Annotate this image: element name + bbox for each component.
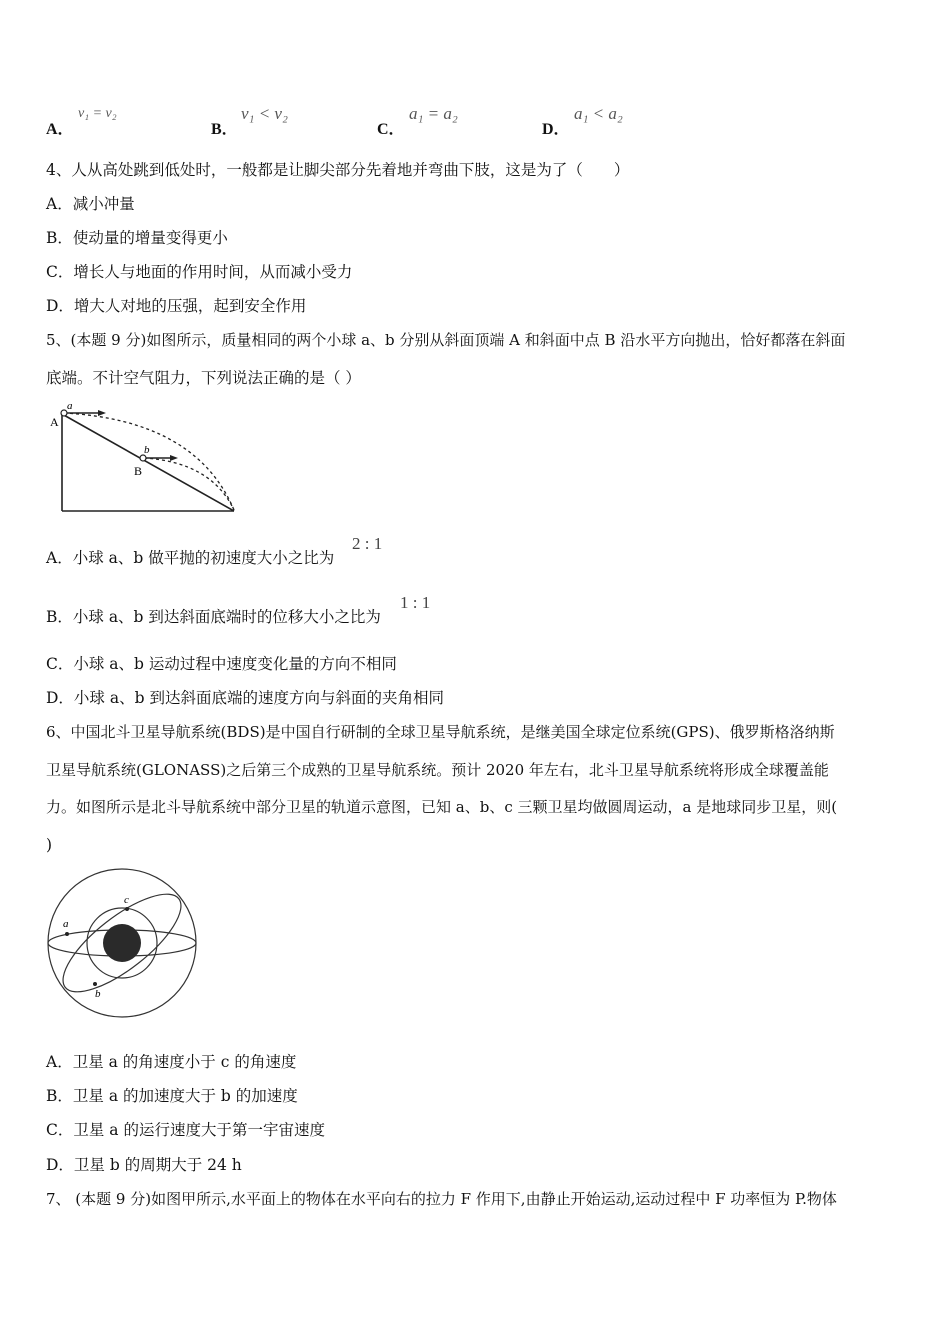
- q5-option-c: C．小球 a、b 运动过程中速度变化量的方向不相同: [46, 655, 397, 673]
- q3-option-c-label: C．: [377, 121, 405, 138]
- label-point-b: B: [134, 464, 143, 478]
- q4-option-c: C．增长人与地面的作用时间，从而减小受力: [46, 263, 353, 281]
- q6-option-a: A．卫星 a 的角速度小于 c 的角速度: [46, 1053, 297, 1071]
- q3-option-b-formula: v₁ < v₂: [241, 104, 288, 123]
- satellite-a: [65, 932, 69, 936]
- q5-incline-figure: [46, 400, 246, 520]
- trajectory-b: [144, 458, 234, 510]
- q6-stem-line1: 6、中国北斗卫星导航系统(BDS)是中国自行研制的全球卫星导航系统，是继美国全球定位系统(GPS)、俄罗斯格洛纳斯: [46, 723, 835, 741]
- q4-option-b: B．使动量的增量变得更小: [46, 229, 228, 247]
- q5-option-d: D．小球 a、b 到达斜面底端的速度方向与斜面的夹角相同: [46, 689, 444, 707]
- q6-option-c: C．卫星 a 的运行速度大于第一宇宙速度: [46, 1121, 325, 1139]
- satellite-c: [125, 907, 129, 911]
- label-sat-c: c: [124, 894, 129, 906]
- label-sat-b: b: [95, 988, 101, 1000]
- q3-option-d-label: D．: [542, 121, 570, 138]
- label-sat-a: a: [63, 918, 69, 930]
- label-point-a: A: [50, 415, 59, 429]
- q6-option-d: D．卫星 b 的周期大于 24 h: [46, 1156, 242, 1174]
- velocity-arrow-a-head: [98, 410, 106, 416]
- label-ball-a: a: [67, 400, 73, 412]
- q6-stem-line3: 力。如图所示是北斗导航系统中部分卫星的轨道示意图，已知 a、b、c 三颗卫星均做圆周运动，a 是地球同步卫星，则(: [46, 798, 838, 816]
- q6-option-b: B．卫星 a 的加速度大于 b 的加速度: [46, 1087, 298, 1105]
- q3-option-a-label: A．: [46, 121, 74, 138]
- q5-stem-line1: 5、(本题 9 分)如图所示，质量相同的两个小球 a、b 分别从斜面顶端 A 和斜面中点 B 沿水平方向抛出，恰好都落在斜面: [46, 331, 846, 349]
- q5-option-b: B．小球 a、b 到达斜面底端时的位移大小之比为: [46, 608, 381, 626]
- q4-option-a: A．减小冲量: [46, 195, 135, 213]
- trajectory-a: [64, 413, 234, 510]
- q5-option-a-ratio: 2 : 1: [352, 534, 383, 553]
- velocity-arrow-b-head: [170, 455, 178, 461]
- q5-option-b-ratio: 1 : 1: [400, 593, 431, 612]
- q5-option-a: A．小球 a、b 做平抛的初速度大小之比为: [46, 549, 335, 567]
- q6-orbit-figure: [46, 864, 202, 1024]
- q3-option-c-formula: a₁ = a₂: [409, 104, 458, 123]
- q3-option-b-label: B．: [211, 121, 238, 138]
- q4-stem: 4、人从高处跳到低处时，一般都是让脚尖部分先着地并弯曲下肢，这是为了（ ）: [46, 161, 630, 179]
- q7-stem-line1: 7、 (本题 9 分)如图甲所示,水平面上的物体在水平向右的拉力 F 作用下,由静止开始运动,运动过程中 F 功率恒为 P.物体: [46, 1190, 837, 1208]
- earth: [103, 924, 141, 962]
- q5-stem-line2: 底端。不计空气阻力，下列说法正确的是（ ）: [46, 369, 361, 387]
- q6-stem-line2: 卫星导航系统(GLONASS)之后第三个成熟的卫星导航系统。预计 2020 年左右，北斗卫星导航系统将形成全球覆盖能: [46, 761, 829, 779]
- q3-option-d-formula: a₁ < a₂: [574, 104, 623, 123]
- label-ball-b: b: [144, 444, 150, 456]
- satellite-b: [93, 982, 97, 986]
- q6-stem-line4: ): [46, 836, 53, 854]
- q3-options-row: [46, 104, 746, 136]
- q4-option-d: D．增大人对地的压强，起到安全作用: [46, 297, 307, 315]
- q3-option-a-formula: v₁ = v₂: [78, 106, 117, 121]
